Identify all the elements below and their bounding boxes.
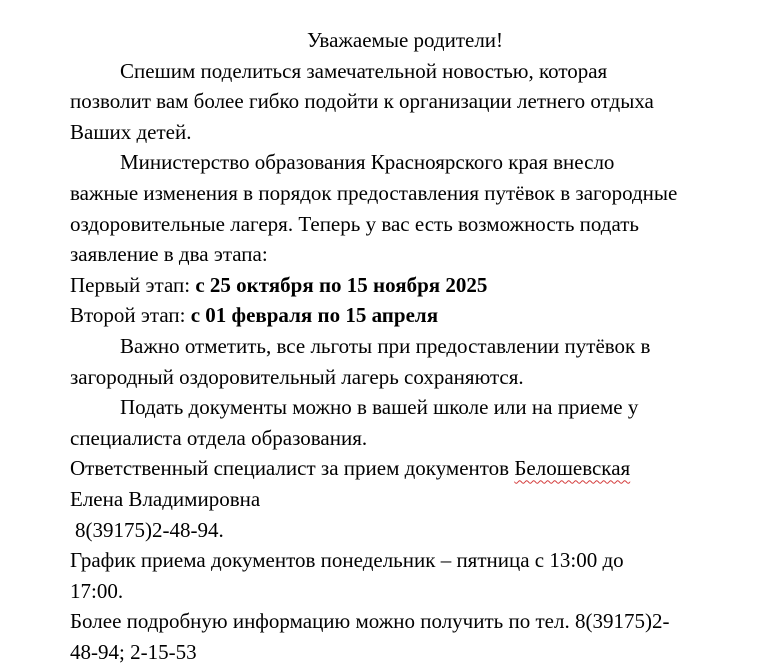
- greeting-heading: Уважаемые родители!: [306, 28, 504, 52]
- paragraph-3-line-2: загородный оздоровительный лагерь сохраняются.: [70, 364, 524, 389]
- responsible-surname: Белошевская: [514, 456, 631, 481]
- paragraph-4-line-2: специалиста отдела образования.: [70, 425, 368, 450]
- paragraph-1-line-2: позволит вам более гибко подойти к организации летнего отдыха: [70, 89, 654, 114]
- responsible-phone: 8(39175)2-48-94.: [75, 517, 224, 542]
- stage-1-line: [70, 270, 740, 301]
- responsible-prefix: Ответственный специалист за прием документов: [70, 456, 515, 481]
- info-line-1: Более подробную информацию можно получить по тел. 8(39175)2-: [70, 609, 670, 634]
- responsible-name: Елена Владимировна: [70, 486, 261, 511]
- info-line-2: 48-94; 2-15-53: [70, 639, 197, 664]
- responsible-line: [70, 453, 740, 484]
- document-body: [70, 25, 740, 667]
- paragraph-2-line-4: заявление в два этапа:: [70, 242, 268, 267]
- paragraph-2-line-3: оздоровительные лагеря. Теперь у вас есть возможность подать: [70, 211, 640, 236]
- stage-1-dates: с 25 октября по 15 ноября 2025: [195, 272, 488, 297]
- paragraph-1-line-3: Ваших детей.: [70, 119, 192, 144]
- paragraph-2-line-1: Министерство образования Красноярского края внесло: [120, 150, 615, 175]
- stage-2-line: [70, 300, 740, 331]
- stage-2-label: Второй этап:: [70, 303, 191, 328]
- schedule-line-2: 17:00.: [70, 578, 124, 603]
- paragraph-1-line-1: Спешим поделиться замечательной новостью, которая: [120, 58, 608, 83]
- paragraph-3-line-1: Важно отметить, все льготы при предоставлении путёвок в: [120, 333, 651, 358]
- stage-2-dates: с 01 февраля по 15 апреля: [190, 303, 439, 328]
- paragraph-2-line-2: важные изменения в порядок предоставления путёвок в загородные: [70, 180, 678, 205]
- stage-1-label: Первый этап:: [70, 272, 196, 297]
- schedule-line-1: График приема документов понедельник – пятница с 13:00 до: [70, 548, 624, 573]
- paragraph-4-line-1: Подать документы можно в вашей школе или на приеме у: [120, 395, 639, 420]
